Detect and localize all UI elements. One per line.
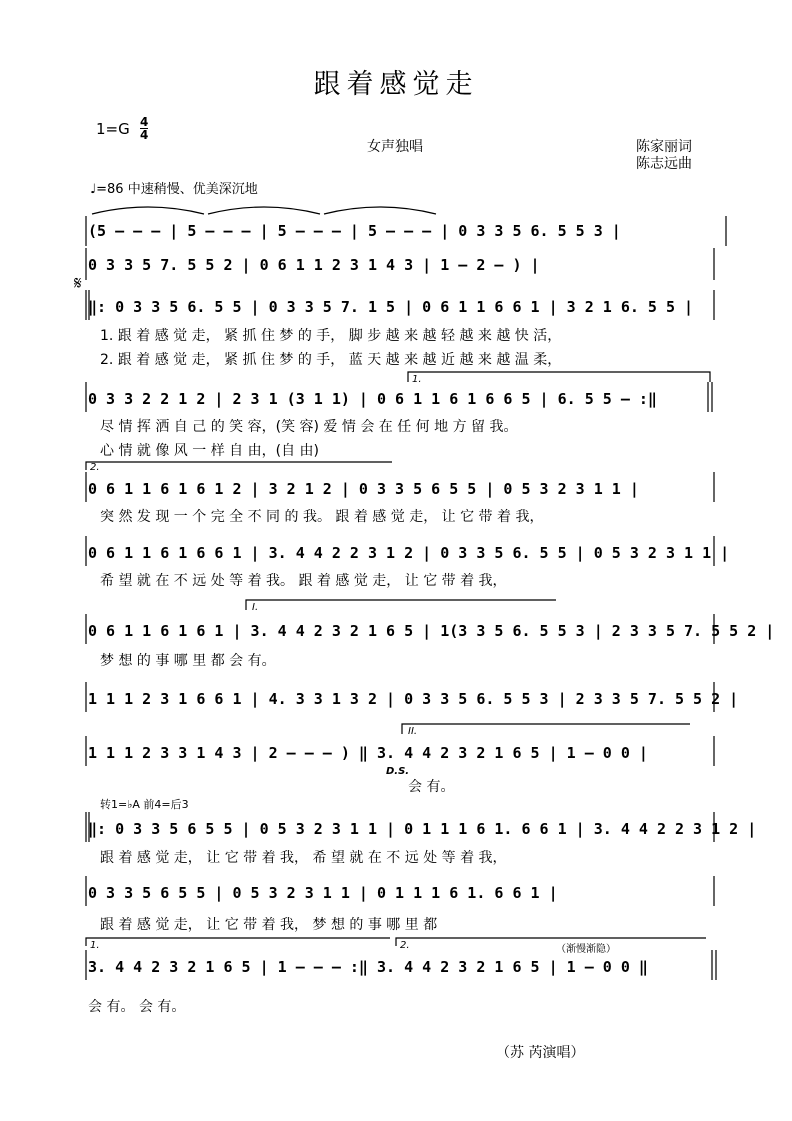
time-sig-bottom: 4 — [140, 128, 149, 142]
ritardando-note: （渐慢渐隐） — [556, 944, 616, 955]
tempo-marking: ♩=86 中速稍慢、优美深沉地 — [90, 182, 258, 197]
score-row-9: 1 1 1 2 3 3 1 4 3 | 2 – – – ) ‖ 3. 4 4 2 3 2 1 6 5 | 1 – 0 0 | — [88, 744, 648, 762]
score-row-4: 0 3 3 2 2 1 2 | 2 3 1 (3 1 1) | 0 6 1 1 6 1 6 6 5 | 6. 5 5 – :‖ — [88, 390, 657, 408]
song-title: 跟着感觉走 — [313, 69, 479, 100]
volta-1-label: 1. — [412, 374, 422, 385]
score-row-5: 0 6 1 1 6 1 6 1 2 | 3 2 1 2 | 0 3 3 5 6 5 5 | 0 5 3 2 3 1 1 | — [88, 480, 639, 498]
lyric-row-3b: 2. 跟 着 感 觉 走， 紧 抓 住 梦 的 手， 蓝 天 越 来 越 近 越 来 越 温 柔， — [100, 352, 562, 368]
dal-segno-mark: D.S. — [386, 766, 410, 777]
lyric-row-11: 跟 着 感 觉 走， 让 它 带 着 我， 梦 想 的 事 哪 里 都 — [100, 917, 438, 933]
lyric-row-4b: 心 情 就 像 风 一 样 自 由，(自 由) — [100, 443, 319, 459]
performance-type: 女声独唱 — [367, 139, 423, 155]
lyric-row-3a: 1. 跟 着 感 觉 走， 紧 抓 住 梦 的 手， 脚 步 越 来 越 轻 越 来 越 快 活， — [100, 328, 562, 344]
performer-credit: （苏 芮演唱） — [496, 1045, 585, 1061]
modulation-note: 转1=♭A 前4=后3 — [100, 798, 189, 811]
lyric-row-7: 梦 想 的 事 哪 里 都 会 有。 — [100, 653, 276, 669]
lyric-row-12: 会 有。 会 有。 — [88, 999, 186, 1015]
lyric-row-9: 会 有。 — [408, 779, 455, 795]
volta-i-label: I. — [252, 602, 259, 613]
score-row-1: (5 – – – | 5 – – – | 5 – – – | 5 – – – | 0 3 3 5 6. 5 5 3 | — [88, 222, 621, 240]
score-row-2: 0 3 3 5 7. 5 5 2 | 0 6 1 1 2 3 1 4 3 | 1 – 2 – ) | — [88, 256, 540, 274]
volta-2-label: 2. — [90, 462, 100, 473]
lyricist-credit: 陈家丽词 — [636, 139, 692, 155]
score-row-3: ‖: 0 3 3 5 6. 5 5 | 0 3 3 5 7. 1 5 | 0 6 1 1 6 6 1 | 3 2 1 6. 5 5 | — [88, 298, 694, 316]
lyric-row-5: 突 然 发 现 一 个 完 全 不 同 的 我。 跟 着 感 觉 走， 让 它 带 着 我， — [100, 509, 544, 525]
score-row-6: 0 6 1 1 6 1 6 6 1 | 3. 4 4 2 2 3 1 2 | 0 3 3 5 6. 5 5 | 0 5 3 2 3 1 1 | — [88, 544, 730, 562]
time-sig-top: 4 — [140, 115, 149, 129]
score-row-8: 1 1 1 2 3 1 6 6 1 | 4. 3 3 1 3 2 | 0 3 3 5 6. 5 5 3 | 2 3 3 5 7. 5 5 2 | — [88, 690, 739, 708]
score-row-10: ‖: 0 3 3 5 6 5 5 | 0 5 3 2 3 1 1 | 0 1 1 1 6 1. 6 6 1 | 3. 4 4 2 2 3 1 2 | — [88, 820, 757, 838]
segno-mark: 𝄋 — [74, 273, 82, 294]
lyric-row-10: 跟 着 感 觉 走， 让 它 带 着 我， 希 望 就 在 不 远 处 等 着 我， — [100, 850, 507, 866]
lyric-row-4a: 尽 情 挥 洒 自 己 的 笑 容，(笑 容) 爱 情 会 在 任 何 地 方 留 我。 — [100, 419, 518, 435]
lyric-row-6: 希 望 就 在 不 远 处 等 着 我。 跟 着 感 觉 走， 让 它 带 着 我， — [100, 573, 507, 589]
score-row-11: 0 3 3 5 6 5 5 | 0 5 3 2 3 1 1 | 0 1 1 1 6 1. 6 6 1 | — [88, 884, 558, 902]
volta-ii-label: II. — [408, 726, 418, 737]
composer-credit: 陈志远曲 — [636, 156, 692, 172]
key-signature: 1=G — [96, 120, 130, 138]
score-row-7: 0 6 1 1 6 1 6 1 | 3. 4 4 2 3 2 1 6 5 | 1(3 3 5 6. 5 5 3 | 2 3 3 5 7. 5 5 2 | — [88, 622, 775, 640]
volta-2-coda-label: 2. — [400, 940, 410, 951]
volta-1-coda-label: 1. — [90, 940, 100, 951]
score-row-12: 3. 4 4 2 3 2 1 6 5 | 1 – – – :‖ 3. 4 4 2 3 2 1 6 5 | 1 – 0 0 ‖ — [88, 958, 648, 976]
